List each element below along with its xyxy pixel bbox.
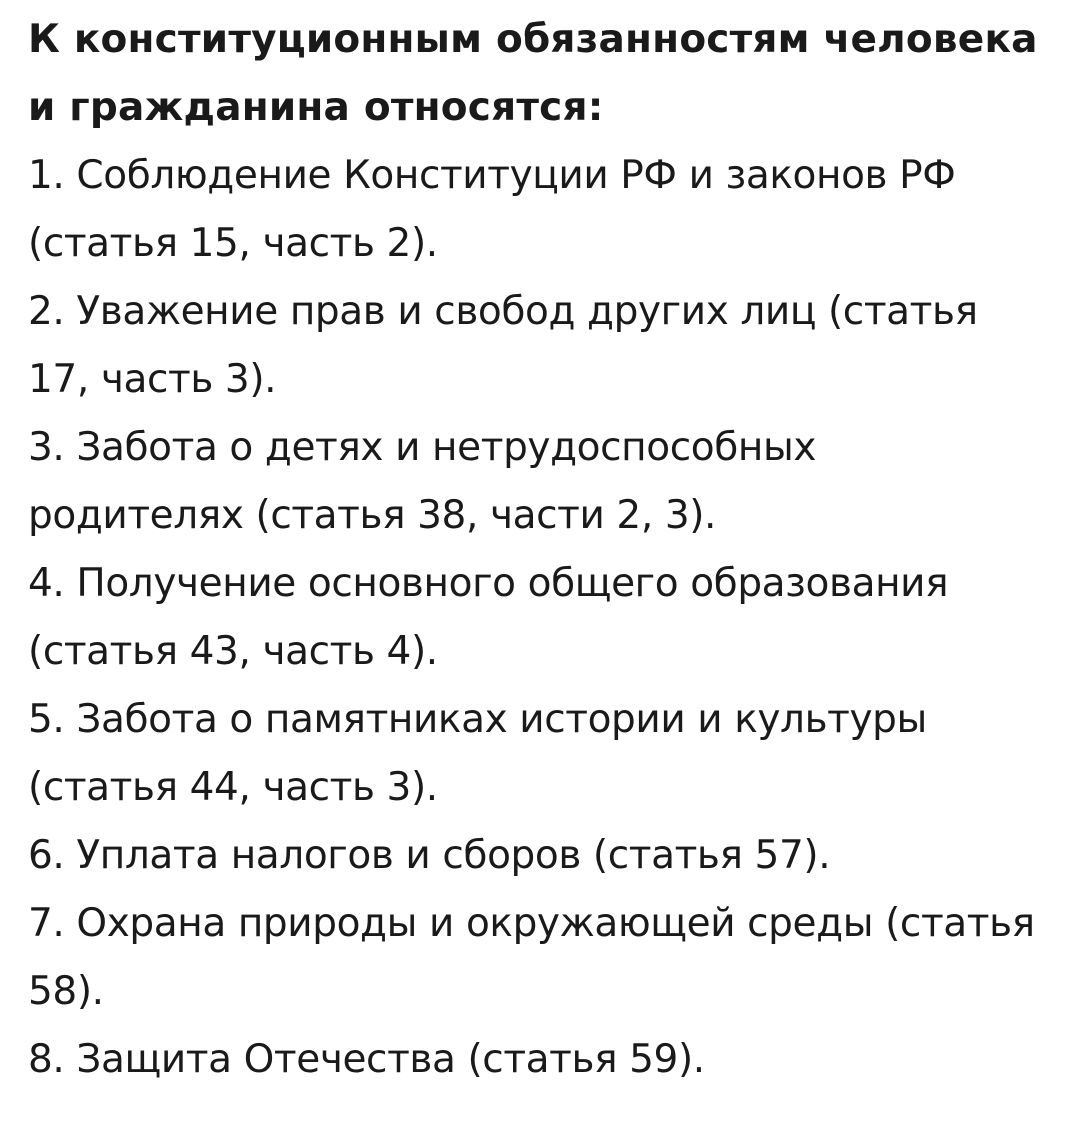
- duties-list: [28, 142, 1040, 1094]
- duty-item-6: 6. Уплата налогов и сборов (статья 57).: [28, 833, 831, 878]
- duty-item-8: 8. Защита Отечества (статья 59).: [28, 1037, 705, 1082]
- duty-item-3: 3. Забота о детях и нетрудоспособных родителях (статья 38, части 2, 3).: [28, 425, 817, 538]
- duty-item-7: 7. Охрана природы и окружающей среды (статья 58).: [28, 901, 1035, 1014]
- duty-item-2: 2. Уважение прав и свобод других лиц (статья 17, часть 3).: [28, 289, 978, 402]
- duty-item-1: 1. Соблюдение Конституции РФ и законов РФ (статья 15, часть 2).: [28, 153, 956, 266]
- duty-item-5: 5. Забота о памятниках истории и культуры (статья 44, часть 3).: [28, 697, 927, 810]
- document-heading: К конституционным обязанностям человека и гражданина относятся:: [28, 17, 1038, 130]
- duty-item-4: 4. Получение основного общего образования (статья 43, часть 4).: [28, 561, 949, 674]
